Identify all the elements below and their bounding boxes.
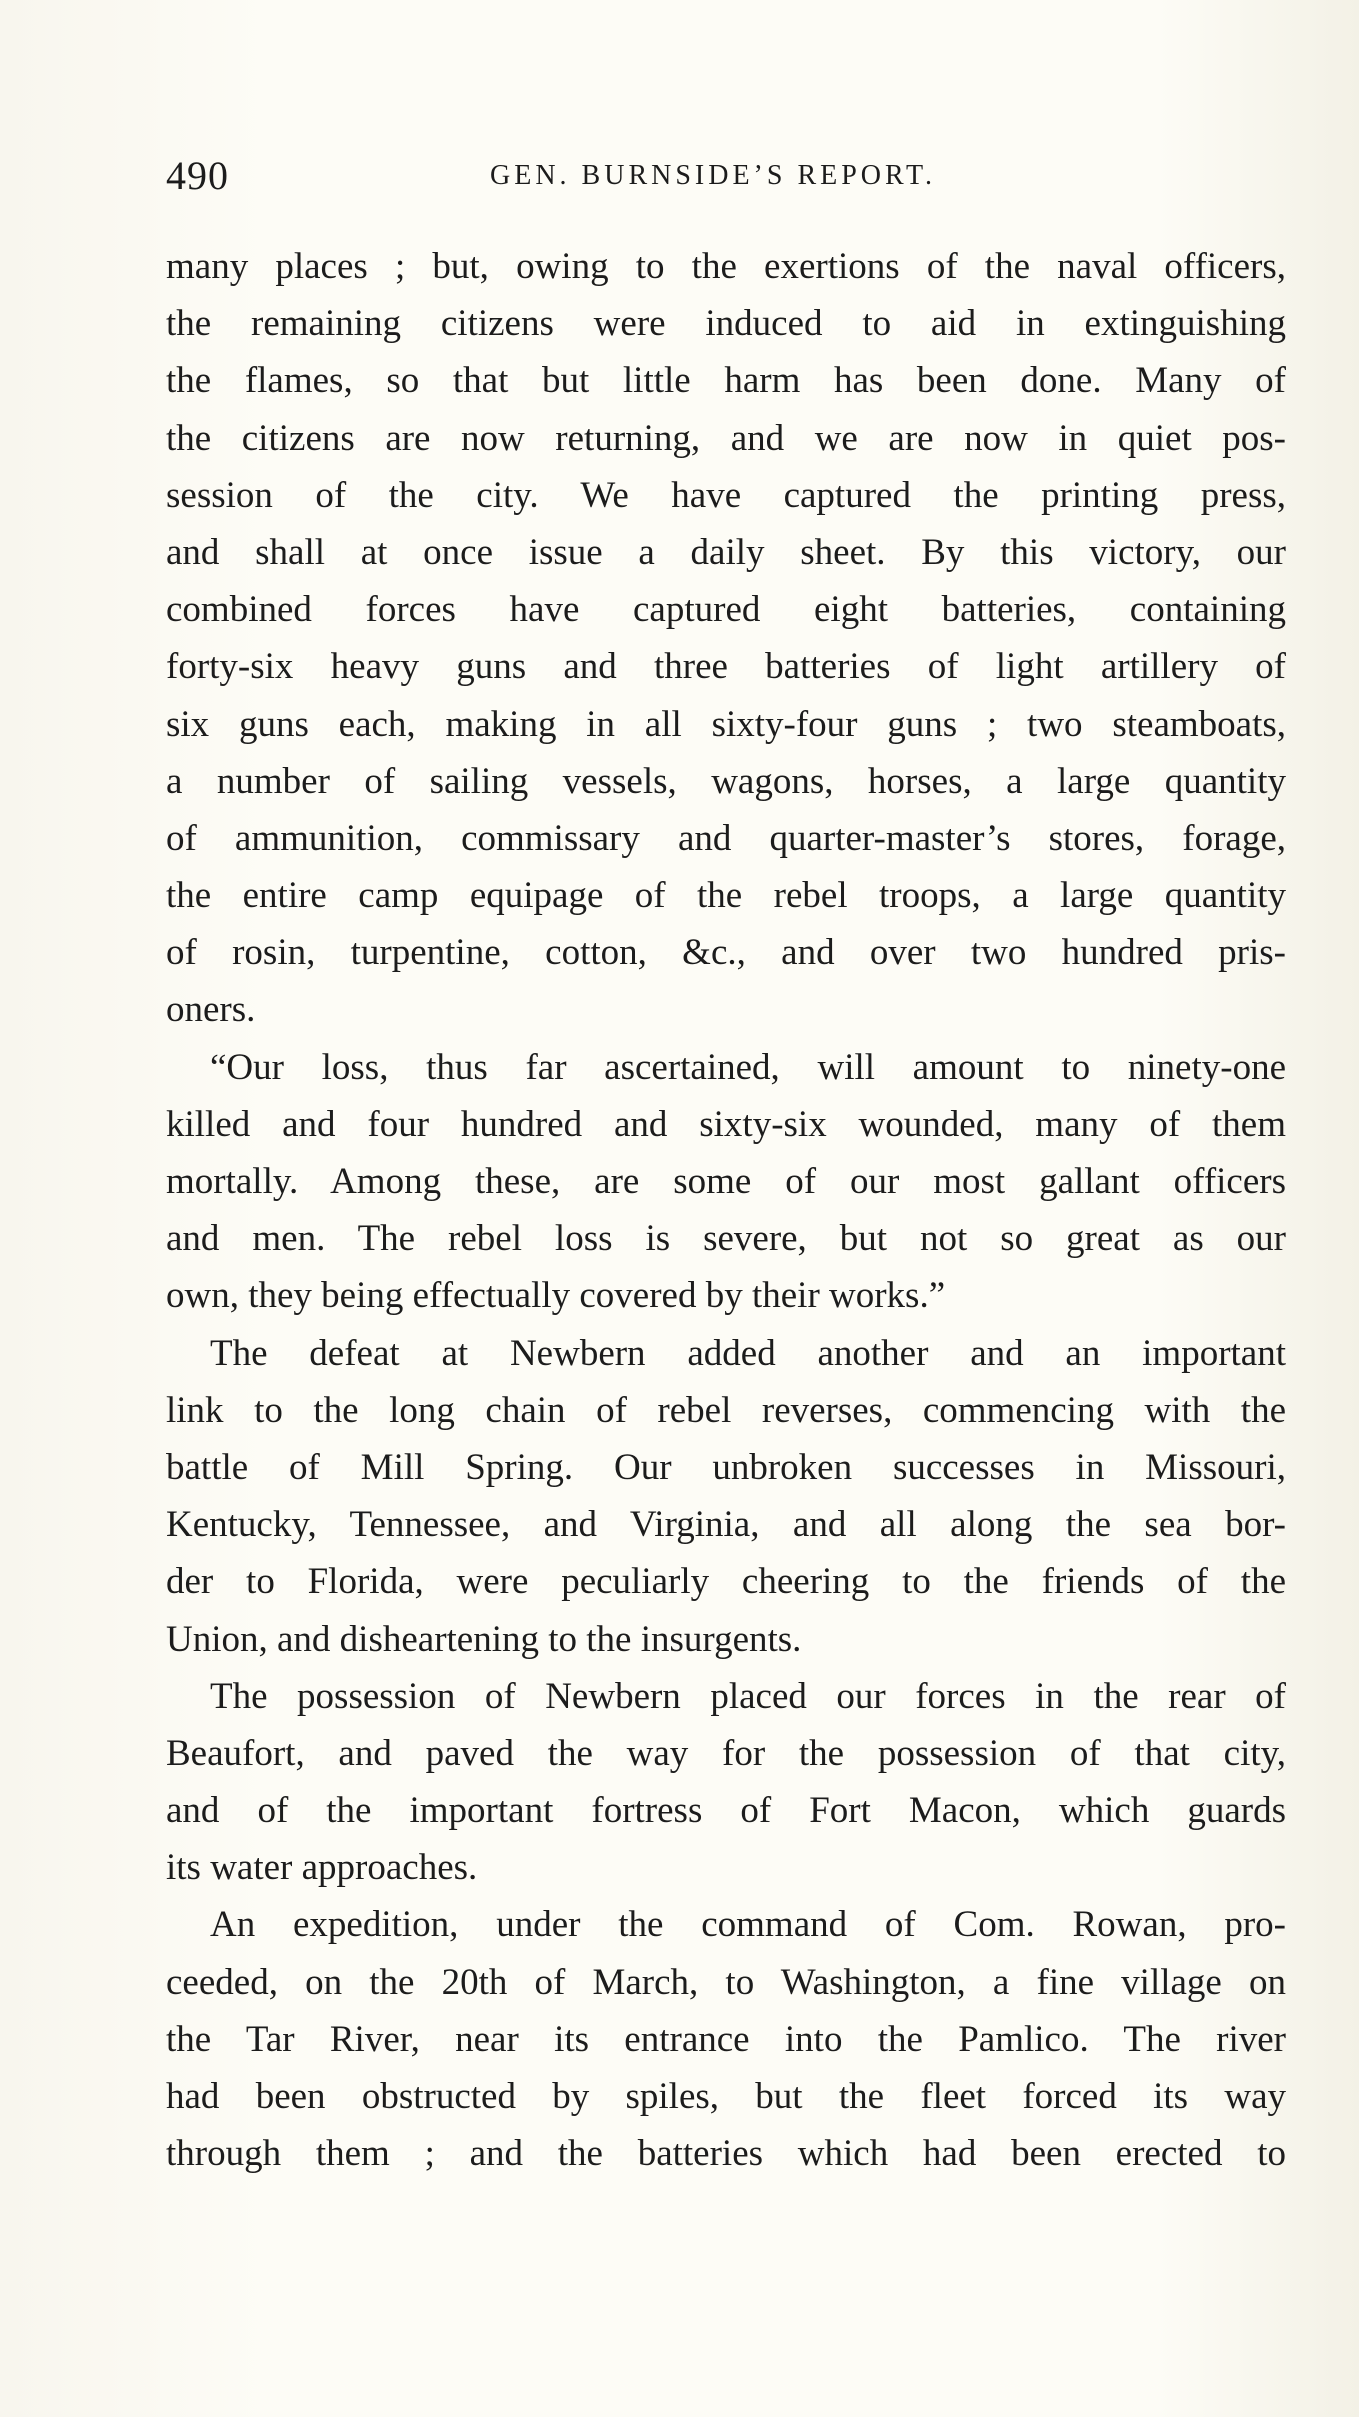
page-number: 490	[166, 153, 229, 198]
text-line: six guns each, making in all sixty-four guns ; two steamboats,	[166, 703, 1286, 745]
text-line: and men. The rebel loss is severe, but not so great as our	[166, 1218, 1286, 1260]
body-text	[166, 238, 1286, 2182]
text-line: An expedition, under the command of Com. Rowan, pro-	[210, 1904, 1286, 1946]
text-line: “Our loss, thus far ascertained, will amount to ninety-one	[210, 1046, 1286, 1088]
text-line: the remaining citizens were induced to aid in extinguishing	[166, 303, 1286, 345]
text-line: der to Florida, were peculiarly cheering to the friends of the	[166, 1561, 1286, 1603]
text-line: link to the long chain of rebel reverses, commencing with the	[166, 1389, 1286, 1431]
text-line: own, they being effectually covered by their works.”	[166, 1275, 946, 1317]
text-line: of ammunition, commissary and quarter-master’s stores, forage,	[166, 817, 1286, 859]
text-line: The possession of Newbern placed our forces in the rear of	[210, 1675, 1286, 1717]
text-line: combined forces have captured eight batteries, containing	[166, 589, 1286, 631]
text-line: forty-six heavy guns and three batteries of light artillery of	[166, 646, 1286, 688]
text-line: mortally. Among these, are some of our most gallant officers	[166, 1161, 1286, 1202]
running-head: GEN. BURNSIDE’S REPORT.	[490, 160, 937, 191]
text-line: a number of sailing vessels, wagons, horses, a large quantity	[166, 760, 1286, 802]
text-line: through them ; and the batteries which had been erected to	[166, 2133, 1286, 2175]
text-line: the Tar River, near its entrance into the Pamlico. The river	[166, 2018, 1286, 2060]
text-line: Kentucky, Tennessee, and Virginia, and all along the sea bor-	[166, 1504, 1286, 1546]
text-line: Beaufort, and paved the way for the possession of that city,	[166, 1732, 1286, 1774]
text-line: and shall at once issue a daily sheet. By this victory, our	[166, 531, 1286, 573]
text-line: its water approaches.	[166, 1847, 478, 1889]
text-line: of rosin, turpentine, cotton, &c., and over two hundred pris-	[166, 932, 1286, 974]
text-line: battle of Mill Spring. Our unbroken successes in Missouri,	[166, 1446, 1286, 1488]
text-line: The defeat at Newbern added another and an important	[210, 1332, 1286, 1374]
text-line: and of the important fortress of Fort Macon, which guards	[166, 1790, 1286, 1832]
text-line: the flames, so that but little harm has been done. Many of	[166, 360, 1286, 402]
page-header	[166, 148, 1283, 208]
text-line: oners.	[166, 989, 256, 1031]
text-line: many places ; but, owing to the exertions of the naval officers,	[166, 246, 1286, 287]
text-line: killed and four hundred and sixty-six wounded, many of them	[166, 1103, 1286, 1145]
text-line: session of the city. We have captured the printing press,	[166, 474, 1286, 516]
text-line: the entire camp equipage of the rebel troops, a large quantity	[166, 875, 1286, 917]
text-line: had been obstructed by spiles, but the fleet forced its way	[166, 2076, 1286, 2117]
text-line: Union, and disheartening to the insurgents.	[166, 1618, 802, 1660]
text-line: the citizens are now returning, and we are now in quiet pos-	[166, 417, 1286, 459]
text-line: ceeded, on the 20th of March, to Washington, a fine village on	[166, 1961, 1286, 2003]
